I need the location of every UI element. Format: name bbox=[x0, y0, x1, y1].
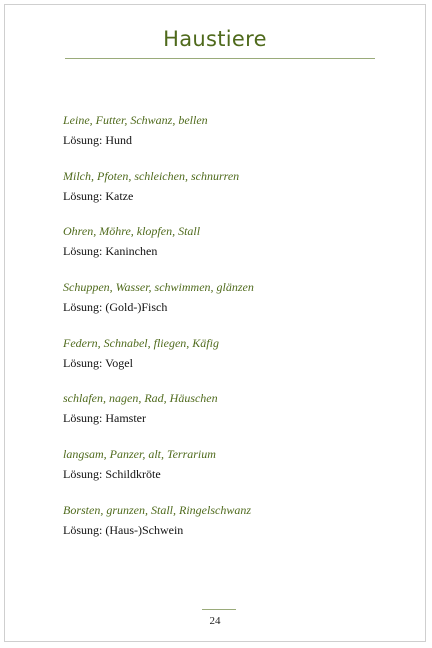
riddle-answer: Lösung: Schildkröte bbox=[63, 467, 161, 482]
riddle-clue: Milch, Pfoten, schleichen, schnurren bbox=[63, 168, 240, 183]
riddle-clue: Ohren, Möhre, klopfen, Stall bbox=[63, 224, 201, 239]
riddle-entry-fisch bbox=[63, 278, 383, 334]
title-divider bbox=[65, 58, 375, 59]
riddle-answer: Lösung: (Haus-)Schwein bbox=[63, 522, 184, 537]
riddle-clue: langsam, Panzer, alt, Terrarium bbox=[63, 447, 216, 462]
riddle-answer: Lösung: Katze bbox=[63, 188, 134, 203]
riddle-entry-schildkroete bbox=[63, 445, 383, 501]
riddle-entry-kaninchen bbox=[63, 222, 383, 278]
riddle-answer: Lösung: (Gold-)Fisch bbox=[63, 300, 168, 315]
riddle-answer: Lösung: Hamster bbox=[63, 411, 146, 426]
page-title: Haustiere bbox=[163, 27, 267, 51]
book-page bbox=[4, 4, 426, 642]
page-number: 24 bbox=[209, 615, 221, 627]
riddle-entry-katze bbox=[63, 167, 383, 223]
riddle-clue: Leine, Futter, Schwanz, bellen bbox=[63, 113, 208, 127]
riddle-answer: Lösung: Vogel bbox=[63, 355, 133, 370]
riddle-clue: Borsten, grunzen, Stall, Ringelschwanz bbox=[63, 502, 251, 517]
riddle-entry-hund bbox=[63, 111, 383, 167]
riddle-clue: Federn, Schnabel, fliegen, Käfig bbox=[63, 335, 219, 350]
footer-divider bbox=[202, 609, 236, 610]
riddle-clue: Schuppen, Wasser, schwimmen, glänzen bbox=[63, 280, 254, 295]
riddle-answer: Lösung: Kaninchen bbox=[63, 244, 158, 259]
riddle-entry-schwein bbox=[63, 501, 383, 557]
riddle-list bbox=[63, 111, 383, 557]
riddle-entry-vogel bbox=[63, 334, 383, 390]
riddle-entry-hamster bbox=[63, 389, 383, 445]
riddle-clue: schlafen, nagen, Rad, Häuschen bbox=[63, 391, 218, 406]
riddle-answer: Lösung: Hund bbox=[63, 133, 132, 147]
